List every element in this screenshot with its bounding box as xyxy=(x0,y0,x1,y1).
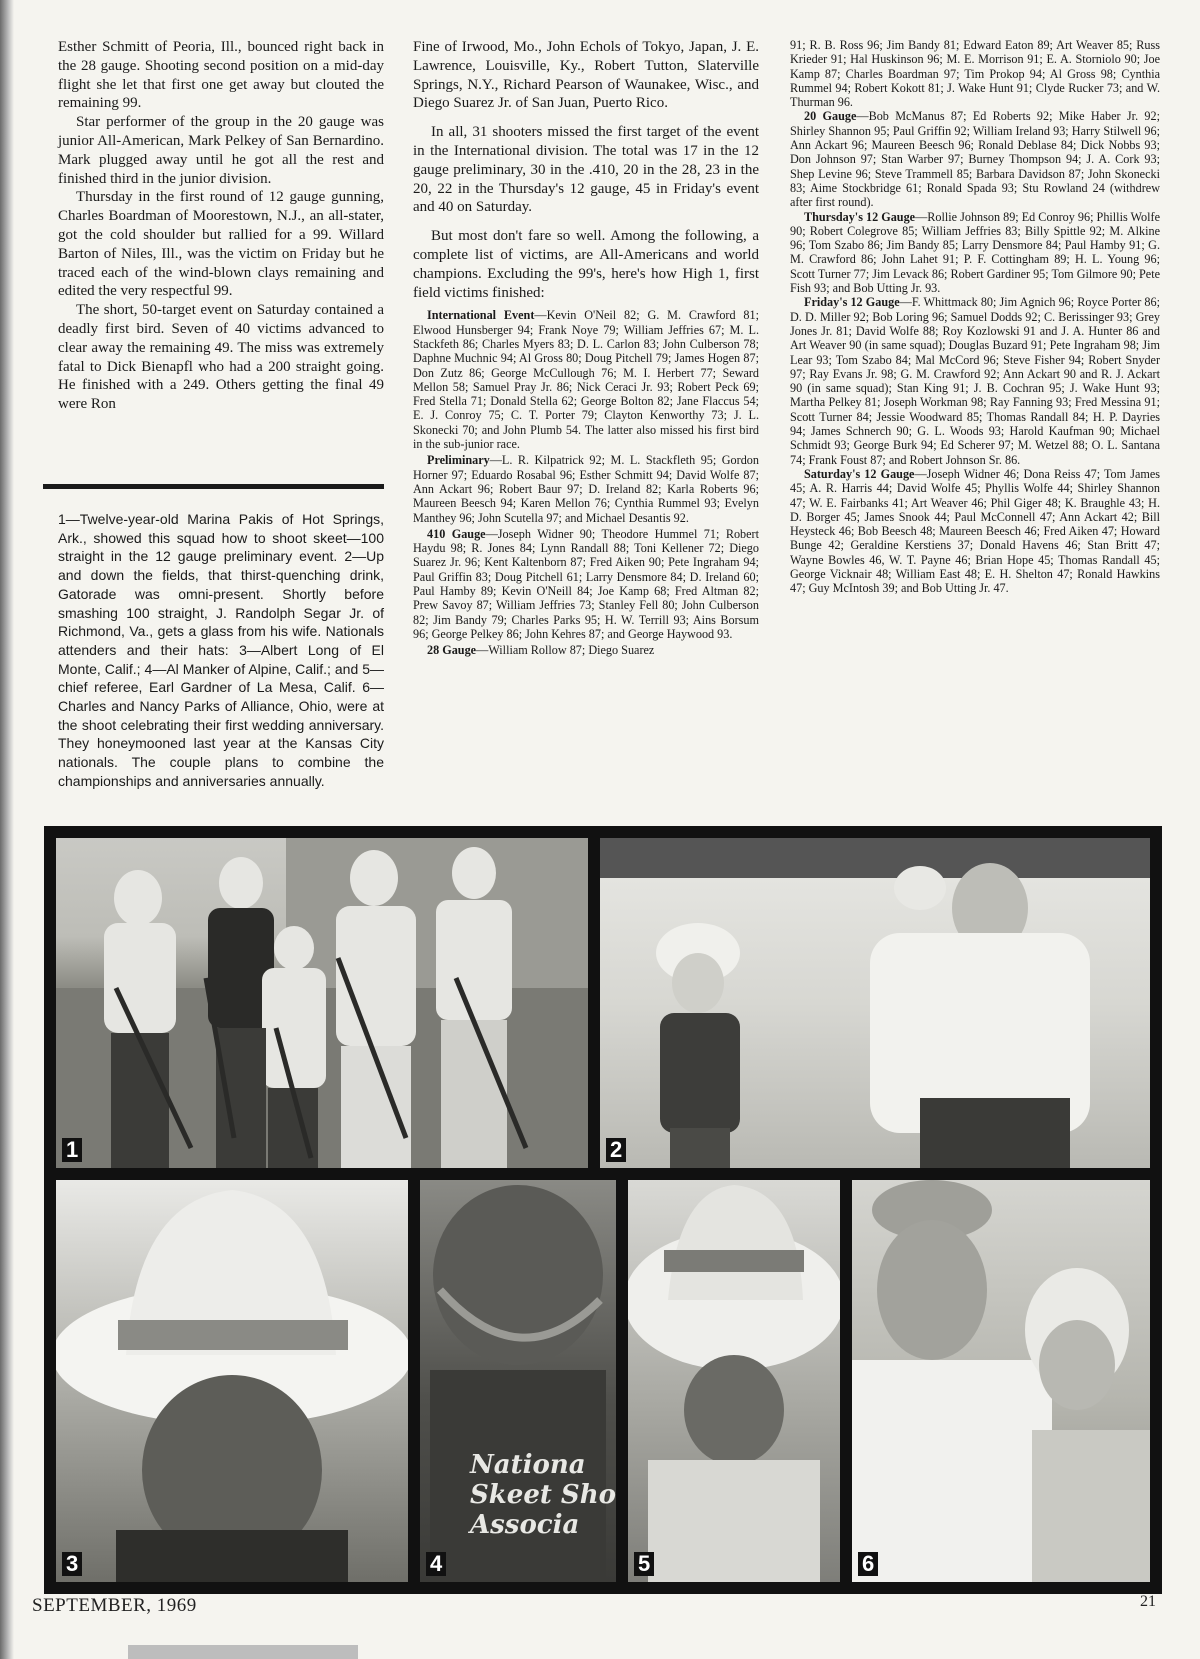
photo-caption: 1—Twelve-year-old Marina Pakis of Hot Springs, Ark., showed this squad how to shoot skeet—100 straight in the 12 gauge preliminary event. 2—Up and down the fields, that thirst-quenching drink, Gatorade was omni-present. Shortly before smashing 100 straight, J. Randolph Segar Jr. of Richmond, Va., gets a glass from his wife. Nationals attenders and their hats: 3—Albert Long of El Monte, Calif.; 4—Al Manker of Alpine, Calif.; and 5— chief referee, Earl Gardner of La Mesa, Calif. 6—Charles and Nancy Parks of Alliance, Ohio, were at the shoot celebrating their first wedding anniversary. They honeymooned last year at the Kansas City nationals. The couple plans to combine the championships and anniversaries annually. xyxy=(58,511,384,789)
jacket-text-line: Skeet Sho xyxy=(470,1480,616,1510)
paragraph: But most don't fare so well. Among the following, a complete list of victims, are All-Americans and world champions. Excluding the 99's, here's how High 1, first field victims finished: xyxy=(413,228,759,301)
article-column-3 xyxy=(790,38,1160,596)
results-heading: Thursday's 12 Gauge xyxy=(804,209,916,224)
paragraph: The short, 50-target event on Saturday contained a deadly first bird. Seven of 40 victims advanced to clear away the remaining 49. The miss was extremely fatal to Dick Bienapfl who had a 200 straight going. He finished with a 249. Others getting the final 49 were Ron xyxy=(58,302,384,413)
results-entry xyxy=(790,295,1160,467)
jacket-text-line: Nationa xyxy=(470,1450,586,1480)
caption-divider xyxy=(43,484,384,489)
photo-couple-illustration xyxy=(852,1180,1150,1582)
results-entry xyxy=(790,38,1160,109)
results-entry xyxy=(790,109,1160,209)
photo-gatorade-drink xyxy=(600,838,1150,1168)
results-text: —Joseph Widner 46; Dona Reiss 47; Tom James 45; A. R. Harris 44; David Wolfe 45; Phyllis Wolfe 44; Shirley Shannon 47; W. E. Fairbanks 41; Art Weaver 46; Phil Giger 48; K. Braughle 43; H. D. Borger 45; James Snook 44; Paul McConnell 47; Ann Ackart 42; Bill Heysteck 46; Bob Beesch 48; Maureen Beesch 46; Fred Aiken 47; Howard Bunge 42; Geraldine Kerstiens 37; Donald Havens 46; Stan Britt 47; Wayne Bowles 46, W. T. Payne 46; Brian Hope 45; Thomas Randall 45; George Vicknair 48; William East 48; E. H. Shelton 47; Ronald Hawkins 47; Guy McIntosh 39; and Bob Utting Jr. 47. xyxy=(790,466,1160,596)
results-entry xyxy=(413,308,759,451)
photo-white-hat xyxy=(56,1180,408,1582)
photo-number-label: 4 xyxy=(426,1552,446,1576)
results-heading: 20 Gauge xyxy=(804,109,857,124)
photo-number-label: 2 xyxy=(606,1138,626,1162)
results-entry xyxy=(790,210,1160,296)
photo-squad-illustration xyxy=(56,838,588,1168)
results-text: —Bob McManus 87; Ed Roberts 92; Mike Haber Jr. 92; Shirley Shannon 95; Paul Griffin 92; William Ireland 93; Harry Stilwell 96; Ann Ackart 96; Maureen Beesch 96; Ronald Deblase 84; Dick Nobbs 93; Don Johnson 97; Stan Warber 97; Burney Thompson 94; J. A. Cork 93; Shep Levine 96; Steve Trammell 85; Barbara Davidson 87; John Skonecki 83; Aime Stockbridge 61; Ronald Spada 93; Stu Rowland 24 (withdrew after first round). xyxy=(790,109,1161,210)
results-heading: 410 Gauge xyxy=(427,526,486,541)
photo-number-label: 6 xyxy=(858,1552,878,1576)
results-entry xyxy=(413,453,759,524)
photo-white-hat-illustration xyxy=(56,1180,408,1582)
results-entry xyxy=(413,643,759,657)
photo-number-label: 1 xyxy=(62,1138,82,1162)
photo-couple xyxy=(852,1180,1150,1582)
photo-dark-hat-jacket xyxy=(420,1180,616,1582)
results-entry xyxy=(413,527,759,641)
page-number: 21 xyxy=(1140,1593,1156,1610)
article-column-2 xyxy=(413,38,759,657)
photo-grid xyxy=(44,826,1162,1594)
results-text: —Kevin O'Neil 82; G. M. Crawford 81; Elwood Hunsberger 94; Frank Noye 79; William Jeffries 67; M. L. Stackfeth 86; Charles Myers 83; D. L. Carlon 83; John Culberson 78; Daphne Muchnic 94; Al Gross 80; Doug Pitchell 79; James Hogen 87; Don Zutz 86; George McCullough 76; M. I. Herbert 77; Seward Mellon 58; Samuel Pray Jr. 86; Nick Ceraci Jr. 93; Robert Peck 69; Fred Stella 71; Donald Stella 62; George Bolton 82; Jane Flaccus 54; E. J. Conroy 75; C. T. Porter 79; Clayton Kenworthy 73; J. L. Skonecki 70; and John Plumb 54. The latter also missed his first bird in the sub-junior race. xyxy=(413,308,759,452)
photo-gatorade-illustration xyxy=(600,838,1150,1168)
paragraph: Star performer of the group in the 20 gauge was junior All-American, Mark Pelkey of San Bernardino. Mark plugged away until he got all the rest and finished third in the junior division. xyxy=(58,114,384,187)
footer-date: SEPTEMBER, 1969 xyxy=(32,1595,197,1616)
page-edge-tab xyxy=(128,1645,358,1659)
paragraph: Esther Schmitt of Peoria, Ill., bounced right back in the 28 gauge. Shooting second position on a mid-day flight she let that first one get away but clouted the remaining 99. xyxy=(58,39,384,112)
results-entry xyxy=(790,467,1160,596)
page-gutter xyxy=(0,0,14,1659)
jacket-text-line: Associa xyxy=(470,1510,580,1540)
results-heading: Saturday's 12 Gauge xyxy=(804,466,915,481)
results-list xyxy=(413,308,759,657)
photo-squad-with-shotguns xyxy=(56,838,588,1168)
photo-decorated-hat-illustration xyxy=(628,1180,840,1582)
results-text: —F. Whittmack 80; Jim Agnich 96; Royce Porter 86; D. D. Miller 92; Bob Loring 96; Samuel Dodds 92; C. Berissinger 93; Grey Jones Jr. 81; David Wolfe 88; Roy Kozlowski 91 and J. A. Hunter 86 and Art Weaver 90 (in same squad); Douglas Buzard 91; Pete Ingraham 98; Jim Lear 93; Tom Szabo 84; Mal McCord 96; Steve Fisher 94; Robert Snyder 97; Ray Evans Jr. 98; G. M. Crawford 92; Ann Ackart 90 and R. J. Ackart 90 (in same squad); Stan King 91; J. B. Cochran 95; J. Wake Hunt 93; Martha Pelkey 81; Joseph Workman 98; Ray Fanning 93; Fred Messina 91; Scott Turner 84; Jessie Woodward 85; Thomas Randall 84; H. P. Dayries 94; James Schnerch 90; G. L. Woods 93; Harold Kaufman 90; Michael Schmidt 93; George Burk 94; Ed Scherer 97; M. Wetzel 88; O. L. Santana 74; Frank Foust 87; and Robert Johnson Sr. 86. xyxy=(790,295,1160,467)
photo-decorated-hat xyxy=(628,1180,840,1582)
paragraph: In all, 31 shooters missed the first target of the event in the International division. The total was 17 in the 12 gauge preliminary, 30 in the .410, 20 in the 28, 23 in the 20, 22 in the Thursday's 12 gauge, 45 in Friday's event and 40 on Saturday. xyxy=(413,124,759,216)
results-text: —William Rollow 87; Diego Suarez xyxy=(476,643,655,658)
paragraph: Thursday in the first round of 12 gauge gunning, Charles Boardman of Moorestown, N.J., an all-stater, got the cold shoulder but rallied for a 99. Willard Barton of Niles, Ill., was the victim on Friday but he traced each of the wind-blown clays remaining and edited the very respectful 99. xyxy=(58,189,384,300)
results-text: 91; R. B. Ross 96; Jim Bandy 81; Edward Eaton 89; Art Weaver 85; Russ Krieder 91; Hal Huskinson 96; M. E. Morrison 91; E. A. Storniolo 90; Joe Kamp 87; Charles Boardman 97; Tim Prokop 94; Al Gross 98; Cynthia Rummel 94; Robert Kokott 81; J. Wake Hunt 91; Clyde Rucker 73; and W. Thurman 96. xyxy=(790,38,1160,110)
results-text: —Joseph Widner 90; Theodore Hummel 71; Robert Haydu 98; R. Jones 84; Lynn Randall 88; Toni Kellener 72; Diego Suarez Jr. 96; Kent Kaltenborn 87; Fred Aiken 90; Pete Ingraham 94; Paul Griffin 83; Doug Pitchell 61; Larry Densmore 84; D. Ireland 60; Paul Hamby 89; Kevin O'Neill 84; Joe Kamp 68; Fred Altman 82; Prew Savoy 87; William Jeffries 73; Stanley Fell 80; John Culberson 82; Jim Bandy 79; Charles Parks 95; H. W. Terrill 93; Ains Borsum 96; George Pelkey 86; John Kehres 87; and George Haywood 93. xyxy=(413,526,759,641)
photo-number-label: 3 xyxy=(62,1552,82,1576)
results-text: —Rollie Johnson 89; Ed Conroy 96; Phillis Wolfe 90; Robert Colegrove 85; William Jeffries 83; Billy Spittle 92; M. Alkine 96; Tom Szabo 86; Jim Bandy 85; Larry Densmore 84; Paul Hamby 91; G. M. Crawford 86; John Lahet 91; P. F. Cottingham 89; H. L. Young 96; Scott Turner 77; Jim Levack 86; Robert Gardiner 95; Tom Gilmore 90; Pete Fish 93; and Bob Utting Jr. 93. xyxy=(790,209,1160,296)
results-heading: International Event xyxy=(427,308,535,323)
results-heading: Friday's 12 Gauge xyxy=(804,295,900,310)
article-column-1 xyxy=(58,38,384,414)
results-text: —L. R. Kilpatrick 92; M. L. Stackfleth 95; Gordon Horner 97; Eduardo Rosabal 96; Esther Schmitt 94; David Wolfe 87; Ann Ackart 96; Robert Baur 97; D. Ireland 82; Karla Roberts 96; Maureen Beesch 94; Karen Mellon 76; Cynthia Rummel 93; Evelyn Manthey 96; John Scutella 97; and Michael Desantis 92. xyxy=(413,453,759,525)
results-heading: Preliminary xyxy=(427,453,490,468)
paragraph: Fine of Irwood, Mo., John Echols of Tokyo, Japan, J. E. Lawrence, Louisville, Ky., Robert Tutton, Slaterville Springs, N.Y., Richard Pearson of Waunakee, Wisc., and Diego Suarez Jr. of San Juan, Puerto Rico. xyxy=(413,39,759,112)
jacket-lettering xyxy=(470,1450,616,1540)
photo-number-label: 5 xyxy=(634,1552,654,1576)
results-heading: 28 Gauge xyxy=(427,643,477,658)
